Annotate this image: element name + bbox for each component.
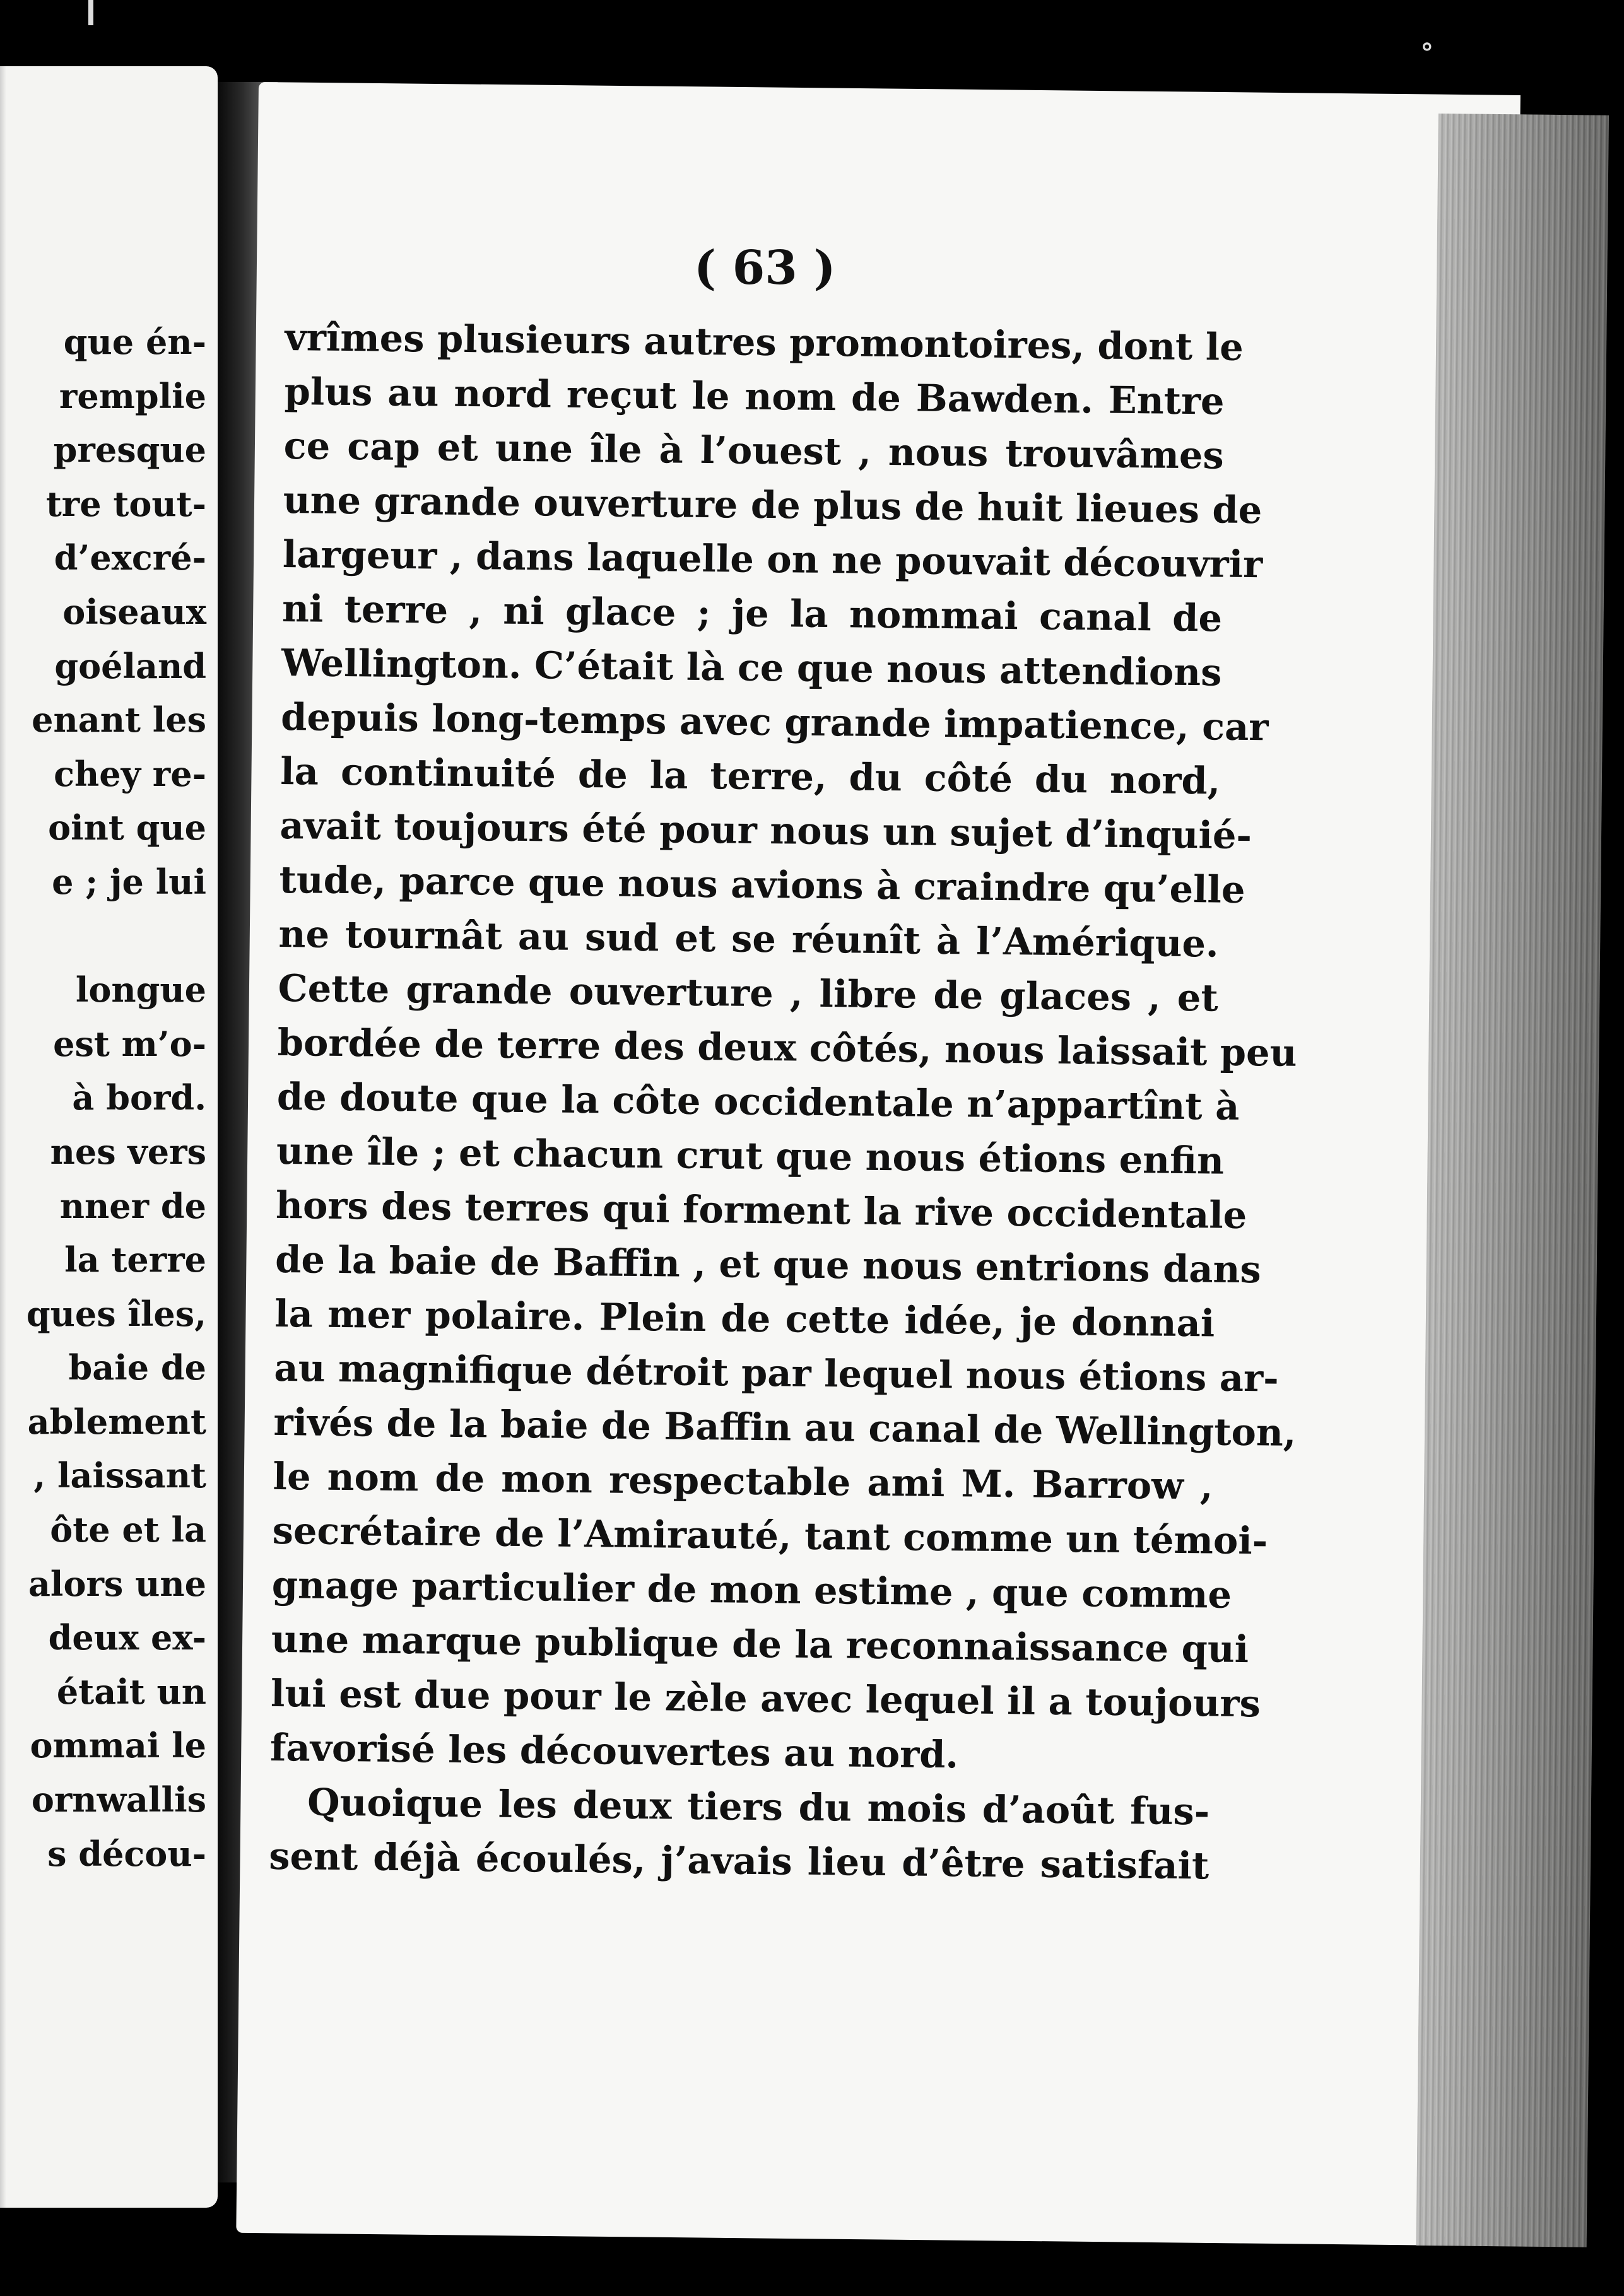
left-text-line — [26, 910, 206, 964]
text-line: lui est due pour le zèle avec lequel il a toujours — [270, 1671, 1261, 1726]
left-text-line: presque — [53, 430, 206, 471]
left-text-line: est m’o- — [53, 1023, 206, 1064]
text-line: largeur , dans laquelle on ne pouvait découvrir — [282, 532, 1263, 587]
corner-scratch: ∘ — [1420, 28, 1435, 64]
text-line: ni terre , ni glace ; je la nommai canal de — [281, 586, 1223, 640]
left-text-line: à bord. — [72, 1077, 206, 1118]
left-text-line: s décou- — [47, 1833, 206, 1874]
left-text-line: nner de — [59, 1185, 206, 1226]
text-line: Quoique les deux tiers du mois d’août fus- — [307, 1780, 1210, 1834]
left-text-line: baie de — [68, 1347, 206, 1388]
text-line: plus au nord reçut le nom de Bawden. Entre — [284, 369, 1225, 423]
left-text-line: oint que — [48, 807, 206, 848]
left-text-line: ornwallis — [31, 1779, 206, 1820]
left-text-line: chey re- — [54, 753, 206, 794]
text-line: rivés de la baie de Baffin au canal de Wellington, — [273, 1400, 1297, 1455]
text-line: secrétaire de l’Amirauté, tant comme un témoi- — [272, 1508, 1268, 1563]
text-line: avait toujours été pour nous un sujet d’inquié- — [279, 803, 1252, 858]
text-line: une marque publique de la reconnaissance qui — [271, 1617, 1249, 1672]
previous-page-fragment — [0, 66, 218, 2208]
fore-edge-shade — [1416, 114, 1609, 2247]
left-text-line: que én- — [63, 322, 206, 362]
left-text-line: e ; je lui — [52, 861, 206, 902]
binding-mark — [88, 0, 93, 25]
text-line: depuis long-temps avec grande impatience, car — [280, 694, 1269, 749]
text-line: ce cap et une île à l’ouest , nous trouvâmes — [283, 423, 1225, 477]
page-edge-shadow — [0, 66, 6, 2208]
left-text-line: remplie — [59, 375, 206, 416]
text-line: ne tournât au sud et se réunît à l’Amérique. — [278, 911, 1219, 966]
left-text-line: longue — [75, 969, 206, 1010]
left-text-line: deux ex- — [48, 1617, 206, 1658]
book-fore-edge — [1416, 114, 1609, 2247]
text-line: Wellington. C’était là ce que nous attendions — [281, 640, 1222, 694]
text-line: gnage particulier de mon estime , que comme — [271, 1562, 1232, 1617]
left-text-line: ôte et la — [50, 1509, 206, 1550]
text-line: la continuité de la terre, du côté du nord, — [279, 749, 1221, 803]
left-text-line: ommai le — [30, 1725, 206, 1766]
text-line: bordée de terre des deux côtés, nous laissait peu — [277, 1020, 1297, 1075]
text-line: une île ; et chacun crut que nous étions enfin — [276, 1128, 1225, 1183]
left-text-line: la terre — [64, 1239, 206, 1280]
text-line: sent déjà écoulés, j’avais lieu d’être satisfait — [268, 1834, 1209, 1888]
left-text-line: alors une — [28, 1563, 206, 1604]
left-text-line: oiseaux — [62, 591, 206, 632]
text-line: la mer polaire. Plein de cette idée, je donnai — [274, 1291, 1215, 1345]
page-number: ( 63 ) — [694, 241, 836, 295]
text-line: le nom de mon respectable ami M. Barrow , — [273, 1454, 1213, 1508]
left-text-line: tre tout- — [45, 483, 206, 524]
left-text-line: nes vers — [50, 1131, 206, 1172]
text-line: Cette grande ouverture , libre de glaces , et — [278, 966, 1219, 1020]
text-line: favorisé les découvertes au nord. — [269, 1725, 959, 1777]
text-line: de doute que la côte occidentale n’appartînt à — [276, 1074, 1240, 1128]
left-text-line: enant les — [32, 700, 206, 741]
left-text-line: ques îles, — [26, 1293, 206, 1334]
text-line: vrîmes plusieurs autres promontoires, dont le — [285, 315, 1244, 369]
left-text-line: d’excré- — [54, 537, 206, 578]
text-line: de la baie de Baffin , et que nous entrions dans — [274, 1237, 1262, 1292]
left-text-line: ablement — [27, 1401, 206, 1442]
text-line: au magnifique détroit par lequel nous étions ar- — [274, 1345, 1280, 1400]
text-line: tude, parce que nous avions à craindre qu’elle — [279, 857, 1245, 911]
left-text-line: , laissant — [33, 1455, 206, 1496]
left-text-line: goéland — [54, 645, 206, 686]
page-body-text — [268, 310, 1297, 1893]
text-line: une grande ouverture de plus de huit lieues de — [283, 477, 1262, 532]
previous-page-text — [26, 315, 206, 1881]
text-line: hors des terres qui forment la rive occidentale — [275, 1183, 1247, 1238]
left-text-line: était un — [56, 1671, 206, 1712]
